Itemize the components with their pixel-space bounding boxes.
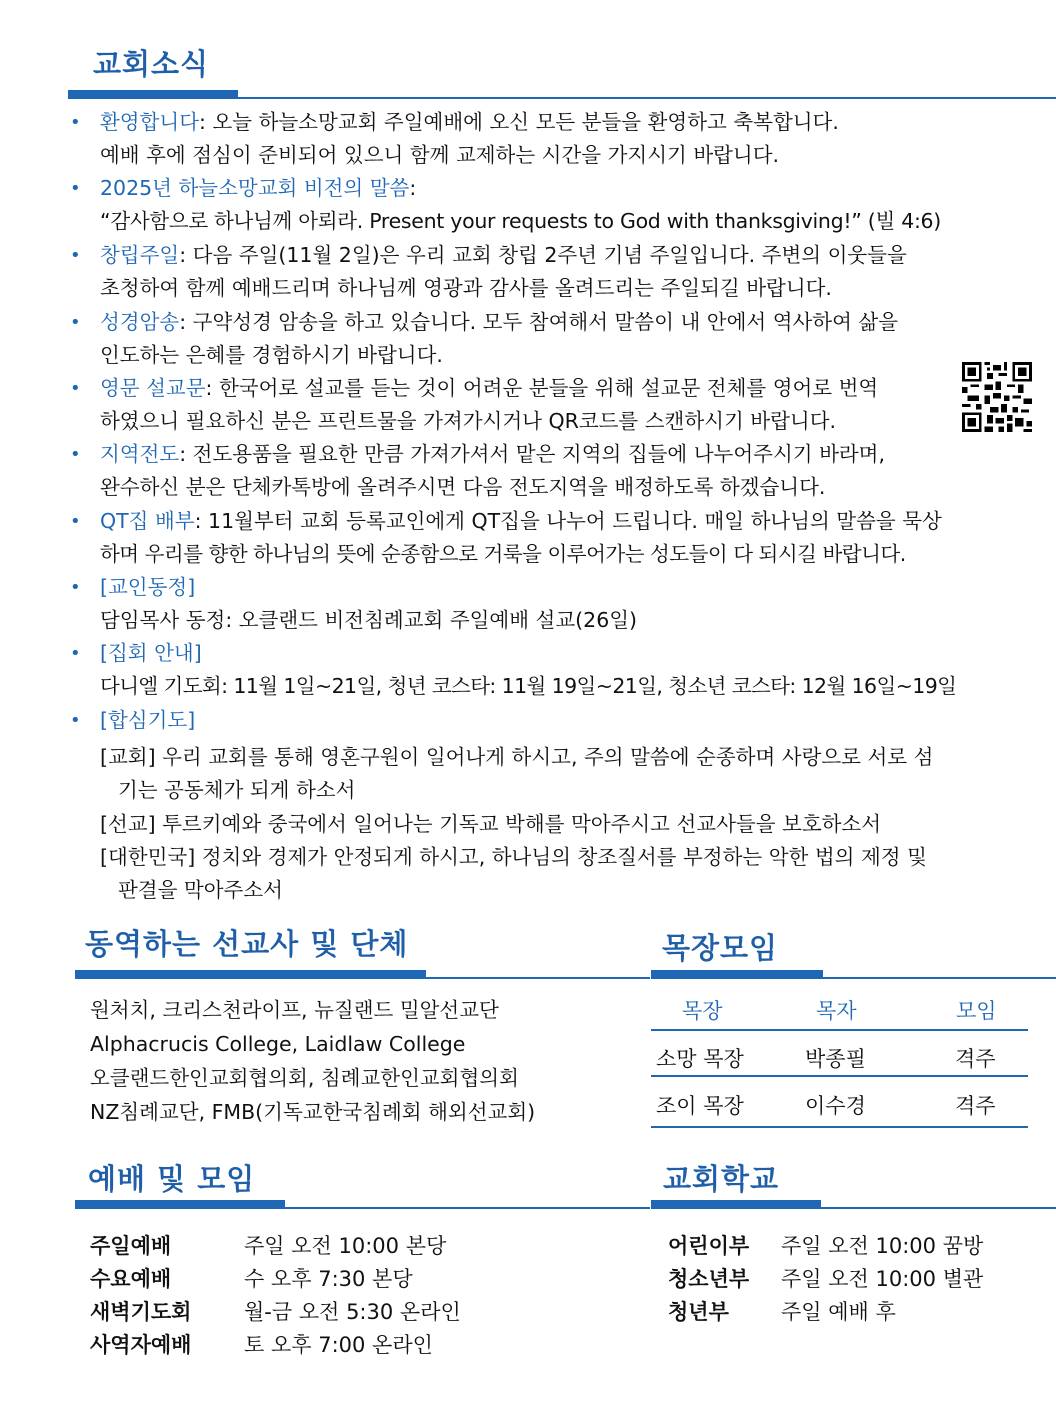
worship-row: 주일예배 주일 오전 10:00 본당 [90, 1234, 447, 1258]
prayer-church: [교회] 우리 교회를 통해 영혼구원이 일어나게 하시고, 주의 말씀에 순종하며 사랑으로 서로 섬 기는 공동체가 되게 하소서 [100, 745, 934, 802]
news-item-members [70, 571, 637, 637]
news-item-text: 11월부터 교회 등록교인에게 QT집을 나누어 드립니다. 매일 하나님의 말씀을 묵상 [208, 509, 942, 533]
school-row: 청소년부 주일 오전 10:00 별관 [668, 1267, 984, 1291]
news-divider [238, 97, 1056, 99]
worship-row: 사역자예배 토 오후 7:00 온라인 [90, 1333, 433, 1357]
bullet-icon: • [70, 710, 81, 731]
news-item-text: 예배 후에 점심이 준비되어 있으니 함께 교제하는 시간을 가지시기 바랍니다. [100, 143, 780, 167]
cell-row-shepherd: 박종필 [805, 1047, 866, 1071]
worship-title-underline [75, 1200, 285, 1209]
news-item-qt: • QT집 배부: 11월부터 교회 등록교인에게 QT집을 나누어 드립니다. 매일 하나님의 말씀을 묵상 하며 우리를 향한 하나님의 뜻에 순종함으로 거룩을 이루어가는 성도들이 다 되시길 바랍니다. [70, 505, 942, 571]
news-item-text: 담임목사 동정: 오클랜드 비전침례교회 주일예배 설교(26일) [100, 608, 638, 632]
school-schedule [668, 1230, 983, 1329]
news-item-text: 하였으니 필요하신 분은 프린트물을 가져가시거나 QR코드를 스캔하시기 바랍니다. [100, 409, 837, 433]
news-item-head: 성경암송 [100, 310, 180, 334]
cell-divider [823, 977, 1056, 979]
qr-code-icon[interactable] [962, 362, 1032, 432]
missions-divider [426, 977, 650, 979]
missions-line: 오클랜드한인교회협의회, 침례교한인교회협의회 [90, 1066, 519, 1090]
news-item-text: 다니엘 기도회: 11월 1일~21일, 청년 코스타: 11월 19일~21일, 청소년 코스타: 12월 16일~19일 [100, 674, 957, 698]
news-item-text: “감사함으로 하나님께 아뢰라. Present your requests to God with thanksgiving!” (빌 4:6) [100, 209, 941, 233]
cell-header-rule [651, 1029, 1028, 1031]
cell-header-meeting: 모임 [956, 999, 997, 1023]
news-item-english-sermon: • 영문 설교문: 한국어로 설교를 듣는 것이 어려운 분들을 위해 설교문 전체를 영어로 번역 하였으니 필요하신 분은 프린트물을 가져가시거나 QR코드를 스캔하시기 바랍니다. [70, 372, 878, 438]
bullet-icon: • [70, 511, 81, 532]
news-item-head: [교인동정] [100, 575, 196, 599]
cell-row-meeting: 격주 [955, 1047, 996, 1071]
worship-schedule [90, 1230, 461, 1362]
worship-row: 수요예배 수 오후 7:30 본당 [90, 1267, 413, 1291]
cell-row-rule [651, 1126, 1028, 1128]
school-title: 교회학교 [663, 1162, 780, 1196]
cell-row-rule [651, 1075, 1028, 1077]
cell-row-name: 소망 목장 [656, 1047, 744, 1071]
news-item-head: 지역전도 [100, 442, 180, 466]
news-title: 교회소식 [93, 47, 210, 81]
bullet-icon: • [70, 178, 81, 199]
worship-title: 예배 및 모임 [88, 1162, 256, 1196]
cell-header-shepherd: 목자 [816, 999, 857, 1023]
missions-line: Alphacrucis College, Laidlaw College [90, 1032, 466, 1056]
cell-row-shepherd: 이수경 [805, 1094, 866, 1118]
worship-row: 새벽기도회 월-금 오전 5:30 온라인 [90, 1300, 461, 1324]
news-item-head: 환영합니다 [100, 110, 200, 134]
school-divider [821, 1207, 1056, 1209]
news-item-head: QT집 배부 [100, 509, 195, 533]
school-row: 청년부 주일 예배 후 [668, 1300, 896, 1324]
news-item-meetings [70, 637, 956, 703]
cell-header-leader: 목장 [682, 999, 723, 1023]
news-title-underline [68, 90, 238, 99]
news-item-head: 2025년 하늘소망교회 비전의 말씀 [100, 176, 410, 200]
news-item-head: [합심기도] [100, 708, 196, 732]
prayer-mission: [선교] 투르키예와 중국에서 일어나는 기독교 박해를 막아주시고 선교사들을 보호하소서 [100, 812, 882, 836]
news-item-text: 다음 주일(11월 2일)은 우리 교회 창립 2주년 기념 주일입니다. 주변의 이웃들을 [192, 243, 907, 267]
missions-title: 동역하는 선교사 및 단체 [85, 927, 409, 961]
news-item-text: 구약성경 암송을 하고 있습니다. 모두 참여해서 말씀이 내 안에서 역사하여 삶을 [192, 310, 899, 334]
missions-title-underline [75, 970, 426, 979]
news-item-head: 영문 설교문 [100, 376, 206, 400]
bullet-icon: • [70, 112, 81, 133]
news-item-memorization: • 성경암송: 구약성경 암송을 하고 있습니다. 모두 참여해서 말씀이 내 안에서 역사하여 삶을 인도하는 은혜를 경험하시기 바랍니다. [70, 306, 898, 372]
news-item-text: 초청하여 함께 예배드리며 하나님께 영광과 감사를 올려드리는 주일되길 바랍니다. [100, 276, 832, 300]
cell-row-name: 조이 목장 [656, 1094, 744, 1118]
news-item-text: 인도하는 은혜를 경험하시기 바랍니다. [100, 343, 443, 367]
worship-divider [285, 1207, 650, 1209]
cell-row-meeting: 격주 [955, 1094, 996, 1118]
cell-title: 목장모임 [662, 931, 779, 965]
missions-list [90, 993, 535, 1129]
news-item-text: 하며 우리를 향한 하나님의 뜻에 순종함으로 거룩을 이루어가는 성도들이 다 되시길 바랍니다. [100, 542, 906, 566]
missions-line: NZ침례교단, FMB(기독교한국침례회 해외선교회) [90, 1100, 536, 1124]
bullet-icon: • [70, 643, 81, 664]
news-item-text: 한국어로 설교를 듣는 것이 어려운 분들을 위해 설교문 전체를 영어로 번역 [218, 376, 879, 400]
news-item-text: 전도용품을 필요한 만큼 가져가셔서 맡은 지역의 집들에 나누어주시기 바라며, [192, 442, 885, 466]
news-item-text: 오늘 하늘소망교회 주일예배에 오신 모든 분들을 환영하고 축복합니다. [212, 110, 839, 134]
news-item-head: [집회 안내] [100, 641, 202, 665]
missions-line: 원처치, 크리스천라이프, 뉴질랜드 밀알선교단 [90, 998, 499, 1022]
school-title-underline [651, 1200, 821, 1209]
bullet-icon: • [70, 378, 81, 399]
bullet-icon: • [70, 312, 81, 333]
news-item-head: 창립주일 [100, 243, 180, 267]
news-item-welcome: • 환영합니다: 오늘 하늘소망교회 주일예배에 오신 모든 분들을 환영하고 축복합니다. 예배 후에 점심이 준비되어 있으니 함께 교제하는 시간을 가지시기 바랍니다. [70, 106, 839, 172]
bullet-icon: • [70, 577, 81, 598]
news-item-evangelism: • 지역전도: 전도용품을 필요한 만큼 가져가셔서 맡은 지역의 집들에 나누어주시기 바라며, 완수하신 분은 단체카톡방에 올려주시면 다음 전도지역을 배정하도록 하겠습니다. [70, 438, 885, 504]
news-item-vision: • 2025년 하늘소망교회 비전의 말씀: “감사함으로 하나님께 아뢰라. Present your requests to God with thanksgiving!” (빌 4:6) [70, 172, 941, 238]
cell-title-underline [651, 970, 823, 979]
news-item-text: 완수하신 분은 단체카톡방에 올려주시면 다음 전도지역을 배정하도록 하겠습니다. [100, 475, 826, 499]
school-row: 어린이부 주일 오전 10:00 꿈방 [668, 1234, 984, 1258]
prayer-korea: [대한민국] 정치와 경제가 안정되게 하시고, 하나님의 창조질서를 부정하는 악한 법의 제정 및 판결을 막아주소서 [100, 845, 927, 902]
news-item-prayer [70, 704, 195, 737]
news-item-anniversary: • 창립주일: 다음 주일(11월 2일)은 우리 교회 창립 2주년 기념 주일입니다. 주변의 이웃들을 초청하여 함께 예배드리며 하나님께 영광과 감사를 올려드리는 주일되길 바랍니다. [70, 239, 907, 305]
bullet-icon: • [70, 245, 81, 266]
bullet-icon: • [70, 444, 81, 465]
